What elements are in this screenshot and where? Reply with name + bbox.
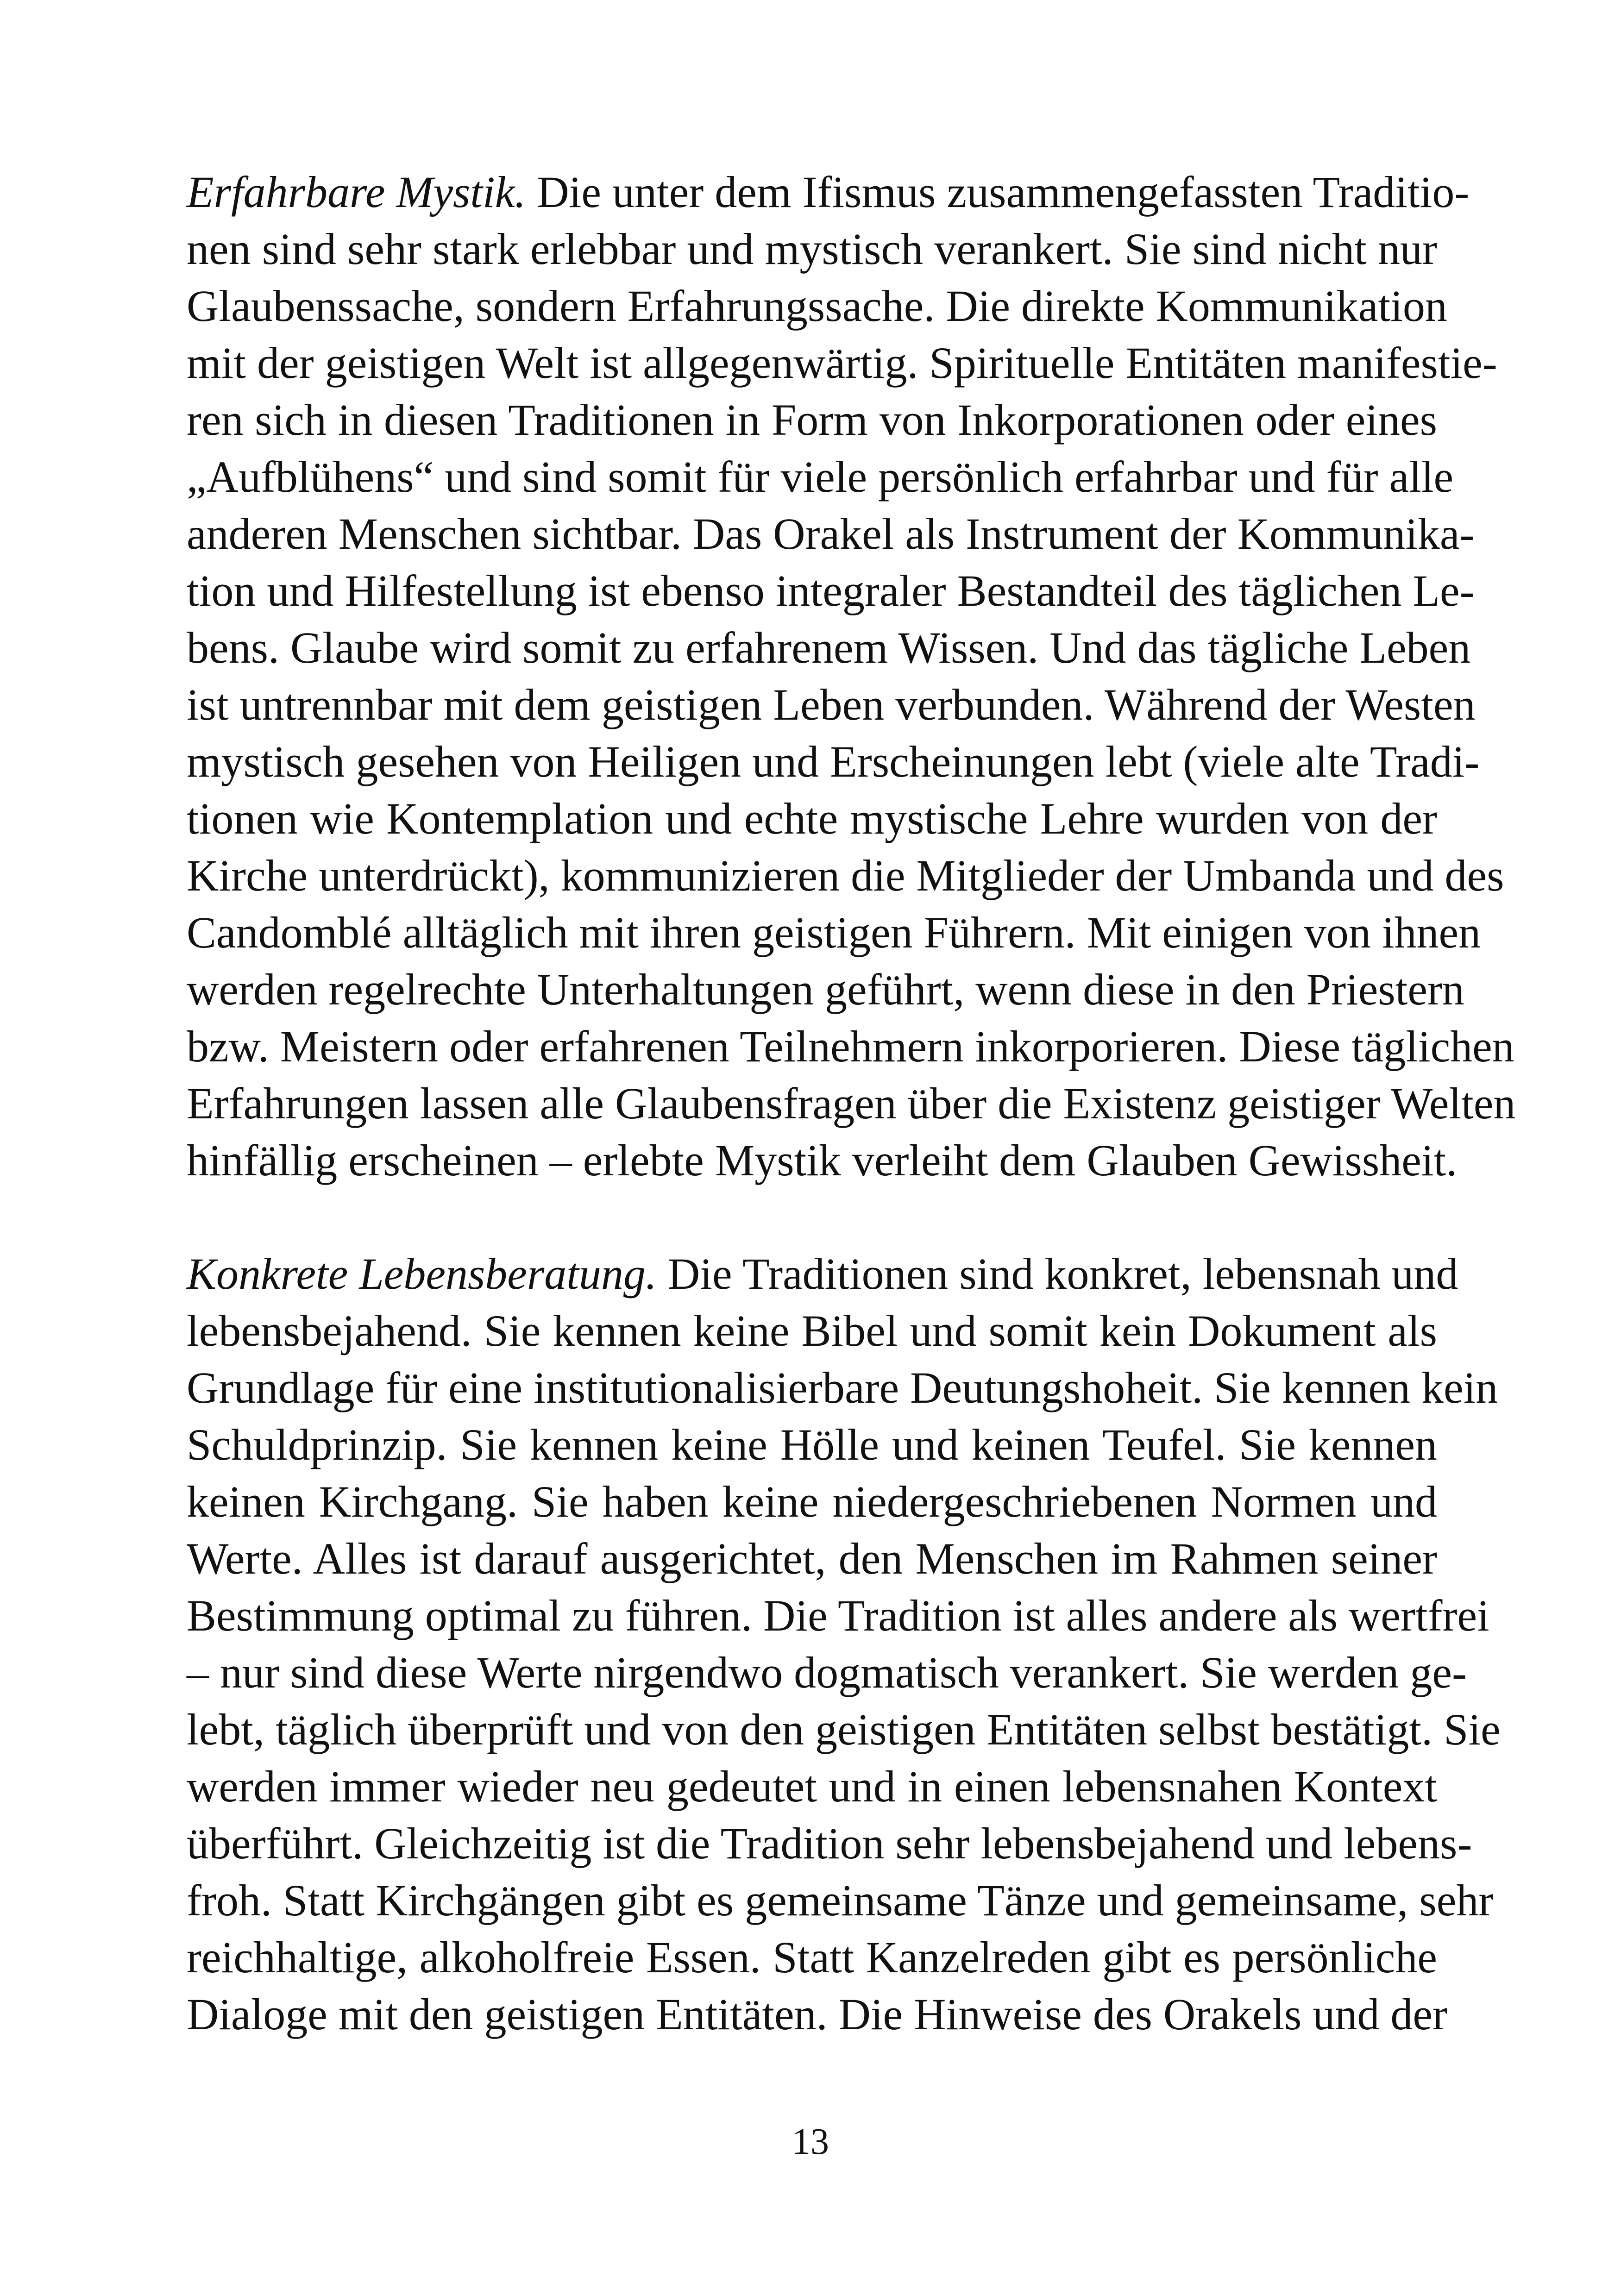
paragraph-1-line-13: Kirche unterdrückt), kommunizieren die Mitglieder der Umbanda und des: [187, 851, 1504, 900]
paragraph-1-line-6: „Aufblühens“ und sind somit für viele persönlich erfahrbar und für alle: [187, 452, 1454, 502]
paragraph-2-line-8: – nur sind diese Werte nirgendwo dogmatisch verankert. Sie werden ge-: [187, 1648, 1467, 1697]
paragraph-2-line-9: lebt, täglich überprüft und von den geistigen Entitäten selbst bestätigt. Sie: [187, 1705, 1501, 1754]
paragraph-2-line-5: keinen Kirchgang. Sie haben keine niedergeschriebenen Normen und: [187, 1477, 1437, 1526]
paragraph-1-line-8: tion und Hilfestellung ist ebenso integraler Bestandteil des täglichen Le-: [187, 566, 1475, 615]
paragraph-1-line-3: Glaubenssache, sondern Erfahrungssache. Die direkte Kommunikation: [187, 281, 1447, 331]
paragraph-2-line-10: werden immer wieder neu gedeutet und in einen lebensnahen Kontext: [187, 1762, 1437, 1811]
paragraph-1-line-1: [187, 167, 1470, 218]
paragraph-1-line-15: werden regelrechte Unterhaltungen geführt, wenn diese in den Priestern: [187, 965, 1464, 1014]
paragraph-2-line-7: Bestimmung optimal zu führen. Die Tradition ist alles andere als wertfrei: [187, 1591, 1489, 1640]
paragraph-1-line-12: tionen wie Kontemplation und echte mystische Lehre wurden von der: [187, 794, 1437, 843]
paragraph-1-line-16: bzw. Meistern oder erfahrenen Teilnehmern inkorporieren. Diese täglichen: [187, 1022, 1514, 1071]
paragraph-1-line-1-text: Die unter dem Ifismus zusammengefassten Traditio-: [526, 167, 1470, 217]
paragraph-1-line-14: Candomblé alltäglich mit ihren geistigen Führern. Mit einigen von ihnen: [187, 908, 1481, 957]
page-number: 13: [792, 2121, 829, 2162]
paragraph-2-lead: Konkrete Lebensberatung.: [187, 1249, 657, 1299]
paragraph-1-line-2: nen sind sehr stark erlebbar und mystisch verankert. Sie sind nicht nur: [187, 224, 1437, 274]
paragraph-2-line-3: Grundlage für eine institutionalisierbare Deutungshoheit. Sie kennen kein: [187, 1363, 1498, 1412]
paragraph-1-lead: Erfahrbare Mystik.: [187, 167, 526, 217]
paragraph-1-line-4: mit der geistigen Welt ist allgegenwärtig. Spirituelle Entitäten manifestie-: [187, 338, 1497, 388]
paragraph-2-line-4: Schuldprinzip. Sie kennen keine Hölle und keinen Teufel. Sie kennen: [187, 1420, 1437, 1469]
paragraph-1-line-17: Erfahrungen lassen alle Glaubensfragen über die Existenz geistiger Welten: [187, 1079, 1516, 1128]
paragraph-1-line-9: bens. Glaube wird somit zu erfahrenem Wissen. Und das tägliche Leben: [187, 623, 1471, 672]
paragraph-1-line-11: mystisch gesehen von Heiligen und Erscheinungen lebt (viele alte Tradi-: [187, 737, 1480, 786]
paragraph-2-line-14: Dialoge mit den geistigen Entitäten. Die Hinweise des Orakels und der: [187, 1989, 1447, 2039]
paragraph-1-line-10: ist untrennbar mit dem geistigen Leben verbunden. Während der Westen: [187, 680, 1476, 729]
paragraph-2-line-13: reichhaltige, alkoholfreie Essen. Statt Kanzelreden gibt es persönliche: [187, 1932, 1437, 1982]
paragraph-2-line-1-text: Die Traditionen sind konkret, lebensnah und: [656, 1249, 1458, 1299]
paragraph-1-line-18: hinfällig erscheinen – erlebte Mystik verleiht dem Glauben Gewissheit.: [187, 1135, 1458, 1185]
paragraph-2-line-2: lebensbejahend. Sie kennen keine Bibel und somit kein Dokument als: [187, 1306, 1437, 1355]
paragraph-2-line-11: überführt. Gleichzeitig ist die Tradition sehr lebensbejahend und lebens-: [187, 1819, 1472, 1868]
paragraph-1-line-5: ren sich in diesen Traditionen in Form von Inkorporationen oder eines: [187, 395, 1437, 445]
paragraph-1-line-7: anderen Menschen sichtbar. Das Orakel als Instrument der Kommunika-: [187, 509, 1475, 558]
paragraph-2-line-12: froh. Statt Kirchgängen gibt es gemeinsame Tänze und gemeinsame, sehr: [187, 1876, 1494, 1925]
paragraph-2-line-6: Werte. Alles ist darauf ausgerichtet, den Menschen im Rahmen seiner: [187, 1534, 1437, 1583]
paragraph-2-line-1: [187, 1248, 1458, 1299]
